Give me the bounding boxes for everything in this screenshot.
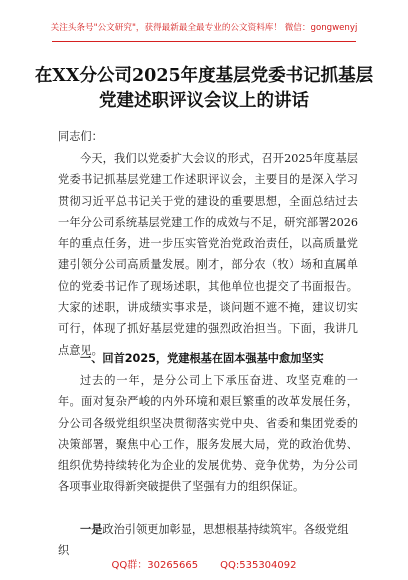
paragraph-review: 过去的一年，是分公司上下承压奋进、攻坚克难的一年。面对复杂严峻的内外环境和艰巨繁重的改革发展任务，分公司各级党组织坚决贯彻落实党中央、省委和集团党委的决策部署，聚焦中心工作，服务发展大局，党的政治优势、组织优势持续转化为企业的发展优势、竞争优势，为分公司各项事业取得新突破提供了坚强有力的组织保证。	[58, 374, 358, 494]
footer-qq: QQ:535304092	[220, 560, 297, 571]
paragraph-intro: 今天，我们以党委扩大会议的形式，召开2025年度基层党委书记抓基层党建工作述职评议会，主要目的是深入学习贯彻习近平总书记关于党的建设的重要思想，全面总结过去一年分公司系统基层党建工作的成效与不足，研究部署2026年的重点任务，进一步压实管党治党政治责任，以高质量党建引领分公司高质量发展。刚才，部分农（牧）场和直属单位的党委书记作了现场述职，其他单位也提交了书面报告。大家的述职，讲成绩实事求是，谈问题不遮不掩，建议切实可行，体现了抓好基层党建的强烈政治担当。下面，我讲几点意见。	[58, 152, 358, 357]
paragraph-point-1-lead: 一是	[80, 522, 103, 536]
footer-qq-group: QQ群：30265665	[111, 560, 199, 571]
greeting: 同志们：	[58, 130, 103, 143]
header-divider	[52, 41, 356, 42]
paragraph-point-1-text: 政治引领更加彰显，思想根基持续筑牢。各级党组织	[58, 523, 349, 558]
footer-contact	[0, 556, 408, 571]
header-banner: 关注头条号"公文研究"，获得最新最全最专业的公文资料库！ 微信：gongwenyj	[50, 23, 358, 33]
section-heading-1: 一、回首2025，党建根基在固本强基中愈加坚实	[80, 352, 324, 365]
document-title: 在XX分公司2025年度基层党委书记抓基层党建述职评议会议上的讲话	[34, 66, 374, 111]
